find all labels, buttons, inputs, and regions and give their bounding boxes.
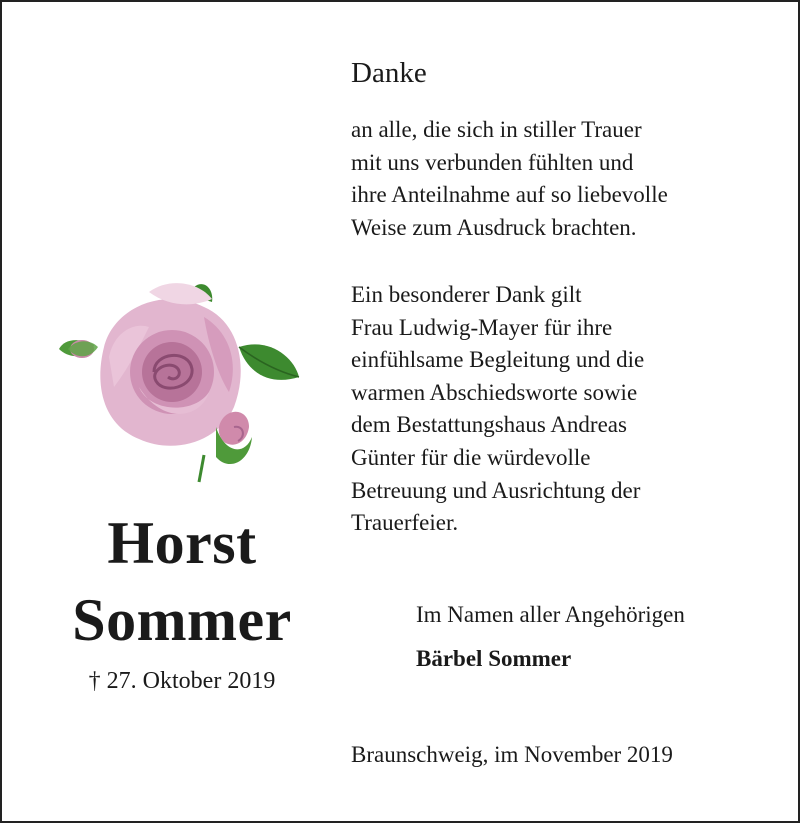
signature-name: Bärbel Sommer <box>416 646 572 671</box>
text-line: dem Bestattungshaus Andreas <box>351 412 627 438</box>
text-line: Ein besonderer Dank gilt <box>351 282 582 307</box>
text-line: Betreuung und Ausrichtung der <box>351 477 641 503</box>
deceased-last-name: Sommer <box>72 587 292 653</box>
text-line: an alle, die sich in stiller Trauer <box>351 117 642 142</box>
text-line: Weise zum Ausdruck brachten. <box>351 214 637 240</box>
thanks-paragraph-1 <box>351 114 668 244</box>
text-line: warmen Abschiedsworte sowie <box>351 379 638 405</box>
text-line: einfühlsame Begleitung und die <box>351 347 645 373</box>
pink-rose-icon <box>54 277 304 492</box>
thanks-paragraph-2 <box>351 279 644 540</box>
place-and-date: Braunschweig, im November 2019 <box>351 742 673 767</box>
text-line: mit uns verbunden fühlten und <box>351 149 634 175</box>
text-line: Trauerfeier. <box>351 510 459 536</box>
deceased-first-name: Horst <box>107 510 257 576</box>
text-line: Günter für die würdevolle <box>351 444 591 470</box>
death-date: † 27. Oktober 2019 <box>88 668 276 694</box>
text-line: Frau Ludwig-Mayer für ihre <box>351 314 613 340</box>
text-line: ihre Anteilnahme auf so liebevolle <box>351 182 668 208</box>
heading-danke: Danke <box>351 57 427 89</box>
signature-intro: Im Namen aller Angehörigen <box>416 602 685 627</box>
